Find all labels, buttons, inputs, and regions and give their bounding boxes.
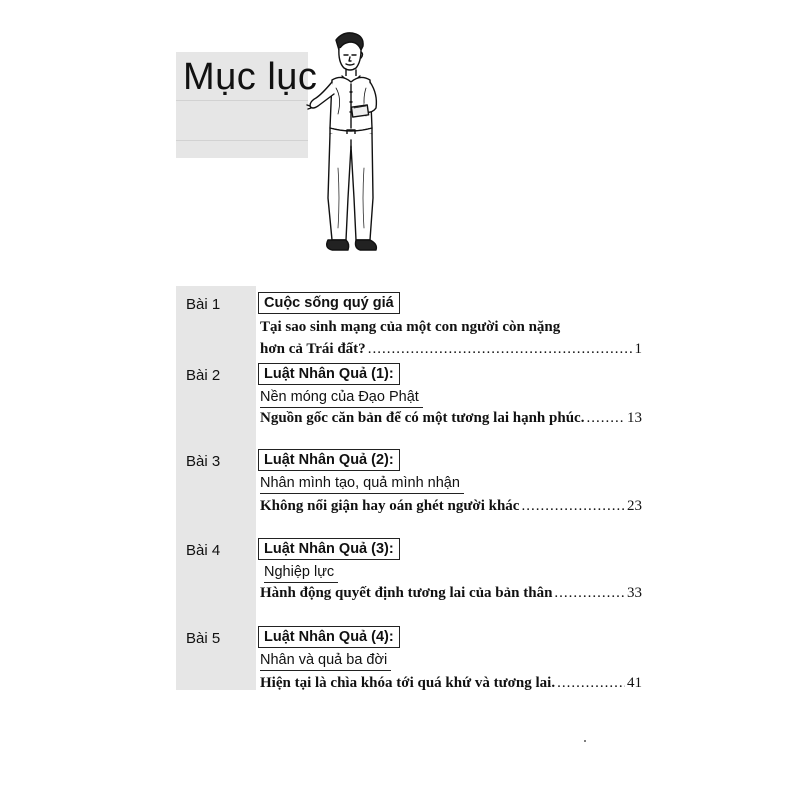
entry-text: Hành động quyết định tương lai của bản thân <box>260 585 553 601</box>
entry-text: Không nổi giận hay oán ghét người khác <box>260 498 520 514</box>
leader-dots <box>521 495 625 517</box>
page-number: 41 <box>627 675 642 691</box>
page-title: Mục lục <box>183 56 318 98</box>
man-holding-book-illustration <box>306 28 384 263</box>
page-number: 23 <box>627 498 642 514</box>
leader-dots <box>368 338 633 360</box>
entry-text: Nguồn gốc căn bản để có một tương lai hạnh phúc. <box>260 410 585 426</box>
chapter-subtitle: Nghiệp lực <box>264 564 338 583</box>
entry-text-line-2: hơn cả Trái đất? <box>260 341 366 357</box>
leader-dots <box>554 582 625 604</box>
entry-text: Hiện tại là chìa khóa tới quá khứ và tương lai. <box>260 675 556 691</box>
toc-entry <box>260 672 642 694</box>
lesson-number: Bài 5 <box>186 630 221 647</box>
chapter-title: Luật Nhân Quả (2): <box>258 449 400 471</box>
print-speck <box>584 740 586 742</box>
lesson-number: Bài 4 <box>186 542 221 559</box>
chapter-title: Cuộc sống quý giá <box>258 292 400 314</box>
chapter-subtitle: Nhân mình tạo, quả mình nhận <box>260 475 464 494</box>
page-number: 13 <box>627 410 642 426</box>
ghost-line <box>176 140 308 141</box>
page-number: 1 <box>634 341 642 357</box>
chapter-subtitle: Nền móng của Đạo Phật <box>260 389 423 408</box>
lesson-number: Bài 2 <box>186 367 221 384</box>
chapter-title: Luật Nhân Quả (1): <box>258 363 400 385</box>
toc-entry <box>260 582 642 604</box>
toc-entry <box>260 316 642 360</box>
toc-entry <box>260 407 642 429</box>
lesson-number: Bài 3 <box>186 453 221 470</box>
chapter-title: Luật Nhân Quả (3): <box>258 538 400 560</box>
leader-dots <box>586 407 625 429</box>
lesson-number: Bài 1 <box>186 296 221 313</box>
leader-dots <box>557 672 625 694</box>
ghost-line <box>176 100 308 101</box>
toc-entry <box>260 495 642 517</box>
page-number: 33 <box>627 585 642 601</box>
chapter-subtitle: Nhân và quả ba đời <box>260 652 391 671</box>
chapter-title: Luật Nhân Quả (4): <box>258 626 400 648</box>
entry-text-line-1: Tại sao sinh mạng của một con người còn nặng <box>260 319 561 335</box>
